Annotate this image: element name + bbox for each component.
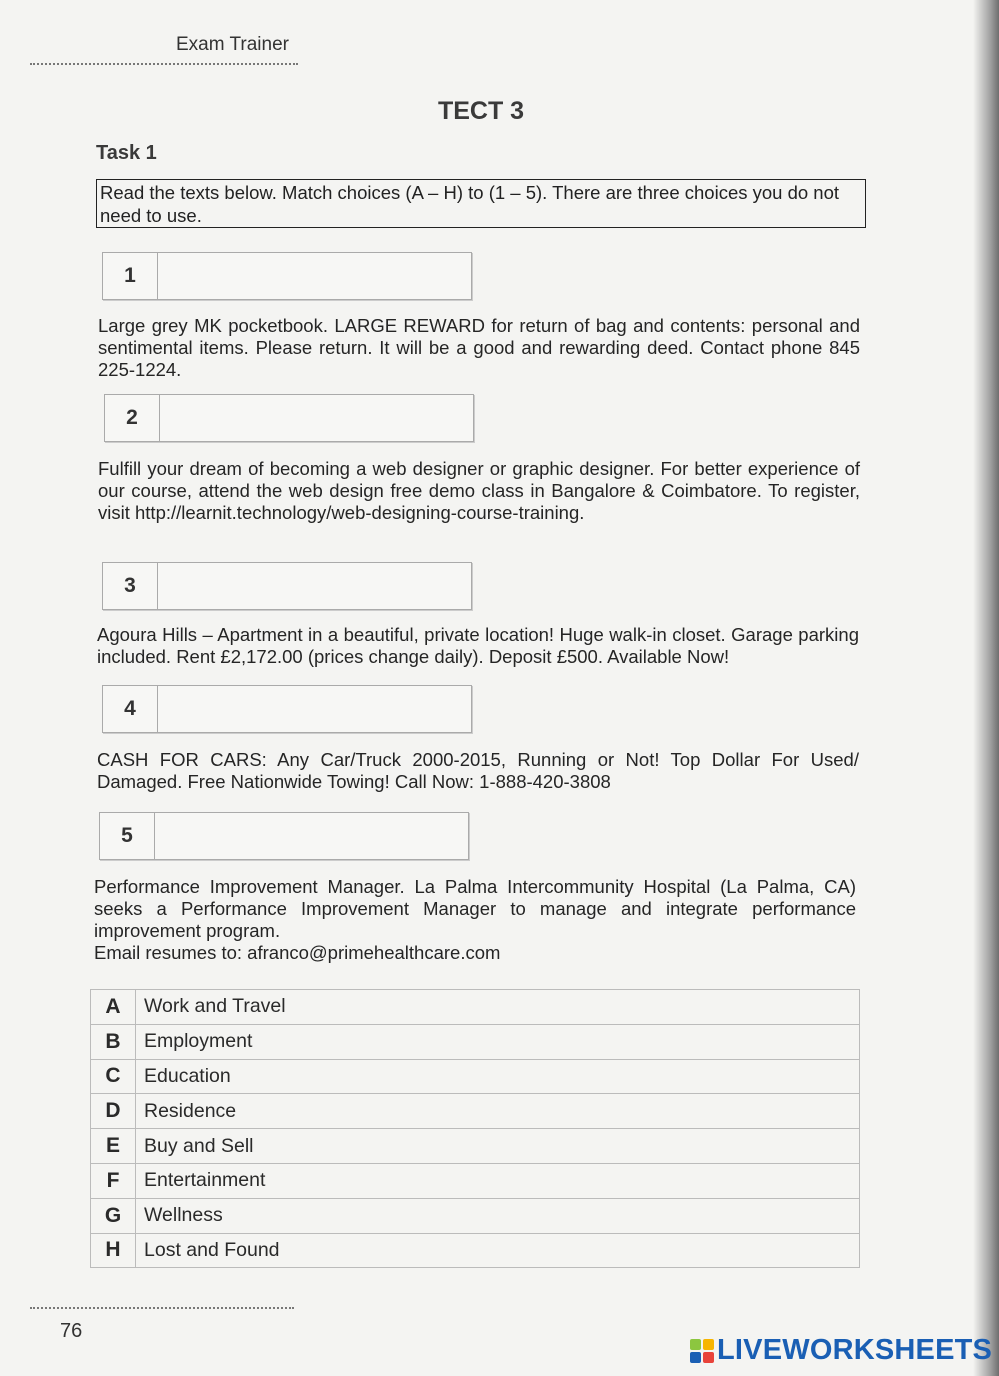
brand-name: LIVEWORKSHEETS [717,1334,993,1366]
answer-box-4 [102,685,472,733]
answer-input-1[interactable] [159,255,469,297]
answer-box-2 [104,394,474,442]
section-header: Exam Trainer [176,34,289,55]
ad-text-4 [97,749,859,793]
choice-letter: D [91,1094,136,1129]
task-title: Task 1 [96,142,157,164]
choice-letter: H [91,1233,136,1268]
page-edge-shadow [973,0,999,1376]
choice-label: Wellness [136,1198,860,1233]
item-number: 3 [103,563,158,609]
choice-row [91,1129,860,1164]
choice-letter: C [91,1059,136,1094]
choice-row [91,1233,860,1268]
choice-letter: F [91,1163,136,1198]
ad-text-1 [98,315,860,381]
page-title: TECT 3 [437,97,525,125]
choice-row [91,1163,860,1198]
liveworksheets-brand [690,1334,992,1367]
answer-box-5 [99,812,469,860]
choice-letter: G [91,1198,136,1233]
item-number: 5 [100,813,155,859]
choice-label: Employment [136,1024,860,1059]
choice-label: Entertainment [136,1163,860,1198]
answer-box-1 [102,252,472,300]
choice-row [91,1198,860,1233]
ad-text-3 [97,624,859,668]
ad-paragraph: Performance Improvement Manager. La Palma Intercommunity Hospital (La Palma, CA) seeks a Performance Improvement Manager to manage and integrate performance improvement program. [94,876,856,941]
ad-text-2 [98,458,860,524]
choice-letter: E [91,1129,136,1164]
item-number: 1 [103,253,158,299]
choice-label: Buy and Sell [136,1129,860,1164]
answer-input-3[interactable] [159,565,469,607]
ad-paragraph: Fulfill your dream of becoming a web designer or graphic designer. For better experience of our course, attend the web design free demo class in Bangalore & Coimbatore. To register, visit http://learnit.technology/web-designing-course-training. [98,458,860,523]
answer-box-3 [102,562,472,610]
footer-dotted-line [30,1307,294,1309]
item-number: 4 [103,686,158,732]
choices-table [90,989,860,1268]
ad-paragraph: Large grey MK pocketbook. LARGE REWARD for return of bag and contents: personal and sentimental items. Please return. It will be a good and rewarding deed. Contact phone 845 225-1224. [98,315,860,380]
choice-letter: B [91,1024,136,1059]
ad-text-5 [94,876,856,964]
choice-letter: A [91,990,136,1025]
choice-row [91,1024,860,1059]
ad-paragraph: CASH FOR CARS: Any Car/Truck 2000-2015, Running or Not! Top Dollar For Used/ Damaged. Free Nationwide Towing! Call Now: 1-888-420-3808 [97,749,859,792]
answer-input-4[interactable] [159,688,469,730]
choice-label: Lost and Found [136,1233,860,1268]
ad-paragraph: Agoura Hills – Apartment in a beautiful, private location! Huge walk-in closet. Garage parking included. Rent £2,172.00 (prices change daily). Deposit £500. Available Now! [97,624,859,667]
answer-input-2[interactable] [161,397,471,439]
choice-row [91,1059,860,1094]
task-instructions: Read the texts below. Match choices (A – H) to (1 – 5). There are three choices you do not need to use. [96,179,866,228]
choice-label: Education [136,1059,860,1094]
choice-label: Residence [136,1094,860,1129]
choice-row [91,1094,860,1129]
choice-row [91,990,860,1025]
ad-contact-line: Email resumes to: afranco@primehealthcare.com [94,942,501,963]
choice-label: Work and Travel [136,990,860,1025]
page-number: 76 [60,1320,83,1342]
answer-input-5[interactable] [156,815,466,857]
item-number: 2 [105,395,160,441]
liveworksheets-logo-icon [690,1339,714,1363]
header-dotted-line [30,63,298,65]
